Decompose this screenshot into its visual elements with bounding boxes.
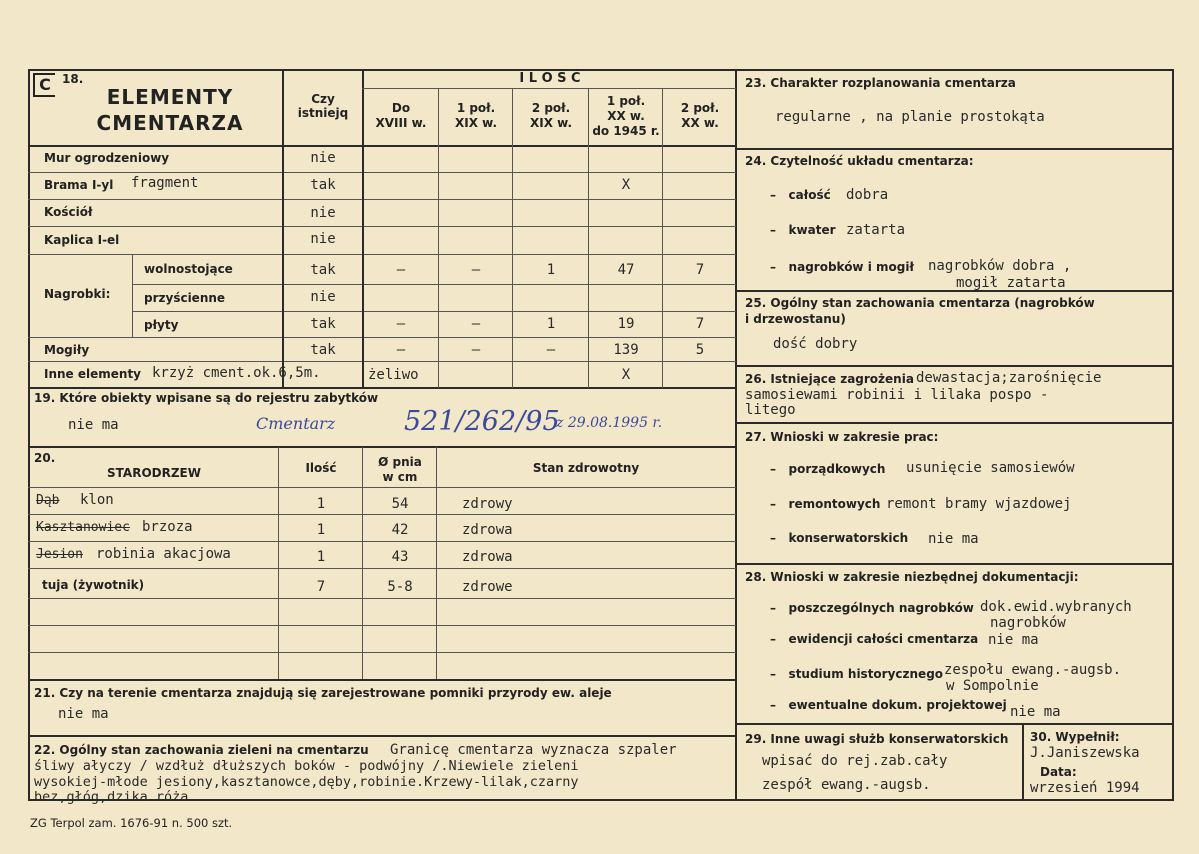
exists-church: nie (310, 205, 336, 221)
slabs-period-1: – (396, 316, 406, 332)
greenery-state-line3: wysokiej-młode jesiony,kasztanowce,dęby,robinie.Krzewy-lilak,czarny (34, 774, 579, 790)
freestanding-period-2: – (471, 262, 481, 278)
section-c-marker: C (33, 73, 55, 97)
threats-label: 26. Istniejące zagrożenia (745, 372, 914, 386)
other-period-1: żeliwo (368, 367, 419, 383)
legibility-tombs-value: nagrobków dobra , (928, 258, 1072, 274)
exists-slabs: tak (310, 316, 336, 332)
layout-character-value: regularne , na planie prostokąta (775, 109, 1045, 125)
tombs-group-label: Nagrobki: (44, 287, 111, 301)
graves-period-3: – (546, 342, 556, 358)
threats-line2: samosiewami robinii i lilaka pospo - (745, 387, 1049, 403)
work-conservation-label: – konserwatorskich (770, 531, 909, 545)
period-1-line1: Do (391, 101, 411, 115)
doc-individual-value2: nagrobków (990, 615, 1066, 631)
work-cleanup-label: – porządkowych (770, 462, 886, 476)
other-remarks-line2: zespół ewang.-augsb. (762, 777, 931, 793)
legibility-label: 24. Czytelność układu cmentarza: (745, 154, 974, 168)
slabs-period-4: 19 (617, 316, 635, 332)
printer-footer: ZG Terpol zam. 1676-91 n. 500 szt. (30, 816, 233, 830)
tree-3-count: 1 (316, 549, 326, 565)
row-note-gate: fragment (131, 175, 199, 191)
legibility-tombs-value2: mogił zatarta (956, 275, 1066, 291)
filled-by-label: 30. Wypełnił: (1030, 730, 1120, 744)
doc-historical-label: – studium historycznego (770, 667, 944, 681)
work-cleanup-value: usunięcie samosiewów (906, 460, 1075, 476)
graves-period-5: 5 (695, 342, 705, 358)
exists-header-line1: Czy (311, 92, 335, 106)
greenery-state-line2: śliwy ałyczy / wzdłuż dłuższych boków - podwójny /.Niewiele zieleni (34, 758, 579, 774)
work-conclusions-label: 27. Wnioski w zakresie prac: (745, 430, 939, 444)
gate-period-4: X (621, 177, 631, 193)
row-note-other: krzyż cment.ok.6,5m. (152, 365, 321, 381)
elements-title-line2: CMENTARZA (96, 111, 244, 135)
health-state-header: Stan zdrowotny (532, 461, 640, 475)
row-label-gate: Brama I-yl (44, 178, 114, 192)
doc-project-value: nie ma (1010, 704, 1061, 720)
threats-line3: litego (745, 402, 796, 418)
section-18-number: 18. (62, 72, 84, 86)
tree-4-state: zdrowe (462, 579, 513, 595)
tree-4-count: 7 (316, 579, 326, 595)
exists-header-line2: istniejq (297, 106, 349, 120)
register-question: 19. Które obiekty wpisane są do rejestru zabytków (34, 391, 379, 405)
freestanding-period-5: 7 (695, 262, 705, 278)
work-conservation-text: konserwatorskich (788, 531, 909, 545)
row-label-slabs: płyty (144, 318, 179, 332)
slabs-period-3: 1 (546, 316, 556, 332)
legibility-whole-value: dobra (846, 187, 889, 203)
row-label-freestanding: wolnostojące (144, 262, 233, 276)
doc-individual-value: dok.ewid.wybranych (980, 599, 1132, 615)
tree-2-struck-name: Kasztanowiec (36, 520, 130, 535)
tree-1-state: zdrowy (462, 496, 513, 512)
doc-individual-label: – poszczególnych nagrobków (770, 601, 974, 615)
filled-by-name: J.Janiszewska (1030, 745, 1140, 761)
exists-wall: nie (310, 150, 336, 166)
greenery-state-line1: Granicę cmentarza wyznacza szpaler (390, 742, 677, 758)
legibility-quarters-text: kwater (788, 223, 836, 237)
doc-individual-text: poszczególnych nagrobków (788, 601, 974, 615)
period-3-line1: 2 poł. (531, 101, 571, 115)
tree-1-struck-name: Dąb (36, 493, 60, 508)
layout-character-label: 23. Charakter rozplanowania cmentarza (745, 76, 1016, 90)
general-state-value: dość dobry (773, 336, 858, 352)
date-label: Data: (1040, 765, 1077, 779)
legibility-tombs-text: nagrobków i mogił (788, 260, 914, 274)
legibility-quarters-value: zatarta (846, 222, 906, 238)
freestanding-period-4: 47 (617, 262, 635, 278)
tree-count-header: Ilość (305, 461, 337, 475)
legibility-tombs-label: – nagrobków i mogił (770, 260, 914, 274)
handwritten-cemetery-word: Cmentarz (256, 414, 336, 433)
tree-2-name: brzoza (142, 519, 193, 535)
period-3-line2: XIX w. (529, 116, 573, 130)
register-answer: nie ma (68, 417, 119, 433)
doc-whole-text: ewidencji całości cmentarza (788, 632, 979, 646)
period-5-line2: XX w. (681, 116, 719, 130)
natural-monuments-question: 21. Czy na terenie cmentarza znajdują się zarejestrowane pomniki przyrody ew. aleje (34, 686, 612, 700)
period-1-line2: XVIII w. (375, 116, 427, 130)
exists-chapel: nie (310, 231, 336, 247)
period-2-line1: 1 poł. (456, 101, 496, 115)
natural-monuments-answer: nie ma (58, 706, 109, 722)
other-remarks-label: 29. Inne uwagi służb konserwatorskich (745, 732, 1009, 746)
exists-graves: tak (310, 342, 336, 358)
row-label-graves: Mogiły (44, 343, 90, 357)
tree-2-diameter: 42 (391, 522, 409, 538)
work-cleanup-text: porządkowych (788, 462, 886, 476)
tree-2-state: zdrowa (462, 522, 513, 538)
greenery-state-label: 22. Ogólny stan zachowania zieleni na cmentarzu (34, 743, 369, 757)
exists-gate: tak (310, 177, 336, 193)
old-trees-header: STARODRZEW (107, 466, 201, 480)
handwritten-register-number: 521/262/95 (404, 406, 560, 437)
row-label-church: Kościół (44, 205, 93, 219)
doc-project-text: ewentualne dokum. projektowej (788, 698, 1007, 712)
tree-2-count: 1 (316, 522, 326, 538)
other-remarks-line1: wpisać do rej.zab.cały (762, 753, 948, 769)
graves-period-2: – (471, 342, 481, 358)
freestanding-period-3: 1 (546, 262, 556, 278)
doc-whole-value: nie ma (988, 632, 1039, 648)
slabs-period-5: 7 (695, 316, 705, 332)
period-2-line2: XIX w. (454, 116, 498, 130)
elements-title-line1: ELEMENTY (106, 85, 234, 109)
legibility-quarters-label: – kwater (770, 223, 836, 237)
exists-freestanding: tak (310, 262, 336, 278)
period-4-line1: 1 poł. (606, 94, 646, 108)
trunk-diameter-header-line1: Ø pnia (378, 455, 422, 469)
other-period-4: X (621, 367, 631, 383)
slabs-period-2: – (471, 316, 481, 332)
greenery-state-line4: bez,głóg,dzika róża. (34, 789, 197, 805)
general-state-label-line1: 25. Ogólny stan zachowania cmentarza (nagrobków (745, 296, 1095, 310)
period-4-line3: do 1945 r. (592, 124, 660, 138)
tree-3-name: robinia akacjowa (96, 546, 231, 562)
row-label-chapel: Kaplica I-el (44, 233, 120, 247)
tree-3-struck-name: Jesion (36, 547, 83, 562)
tree-3-state: zdrowa (462, 549, 513, 565)
legibility-whole-text: całość (788, 188, 831, 202)
freestanding-period-1: – (396, 262, 406, 278)
tree-1-diameter: 54 (391, 496, 409, 512)
doc-historical-value2: w Sompolnie (946, 678, 1039, 694)
threats-line1: dewastacja;zarośnięcie (916, 370, 1102, 386)
trunk-diameter-header-line2: w cm (382, 470, 418, 484)
graves-period-4: 139 (613, 342, 639, 358)
doc-historical-text: studium historycznego (788, 667, 944, 681)
doc-historical-value: zespołu ewang.-augsb. (944, 662, 1122, 678)
work-renovation-value: remont bramy wjazdowej (886, 496, 1072, 512)
quantity-header: I L O Ś Ć (519, 71, 581, 86)
legibility-whole-label: – całość (770, 188, 831, 202)
row-label-wall: Mur ogrodzeniowy (44, 151, 170, 165)
work-conservation-value: nie ma (928, 531, 979, 547)
documentation-conclusions-label: 28. Wnioski w zakresie niezbędnej dokumentacji: (745, 570, 1079, 584)
date-value: wrzesień 1994 (1030, 780, 1140, 796)
graves-period-1: – (396, 342, 406, 358)
handwritten-register-date: z 29.08.1995 r. (556, 415, 663, 431)
period-4-line2: XX w. (607, 109, 645, 123)
doc-whole-label: – ewidencji całości cmentarza (770, 632, 979, 646)
tree-4-diameter: 5-8 (387, 579, 413, 595)
row-label-wall-mounted: przyścienne (144, 291, 226, 305)
doc-project-label: – ewentualne dokum. projektowej (770, 698, 1007, 712)
exists-wall-mounted: nie (310, 289, 336, 305)
work-renovation-text: remontowych (788, 497, 881, 511)
section-20-number: 20. (34, 451, 56, 465)
tree-1-count: 1 (316, 496, 326, 512)
work-renovation-label: – remontowych (770, 497, 881, 511)
tree-4-name: tuja (żywotnik) (42, 578, 145, 592)
general-state-label-line2: i drzewostanu) (745, 312, 846, 326)
tree-1-name: klon (80, 492, 114, 508)
period-5-line1: 2 poł. (680, 101, 720, 115)
row-label-other: Inne elementy (44, 367, 142, 381)
tree-3-diameter: 43 (391, 549, 409, 565)
